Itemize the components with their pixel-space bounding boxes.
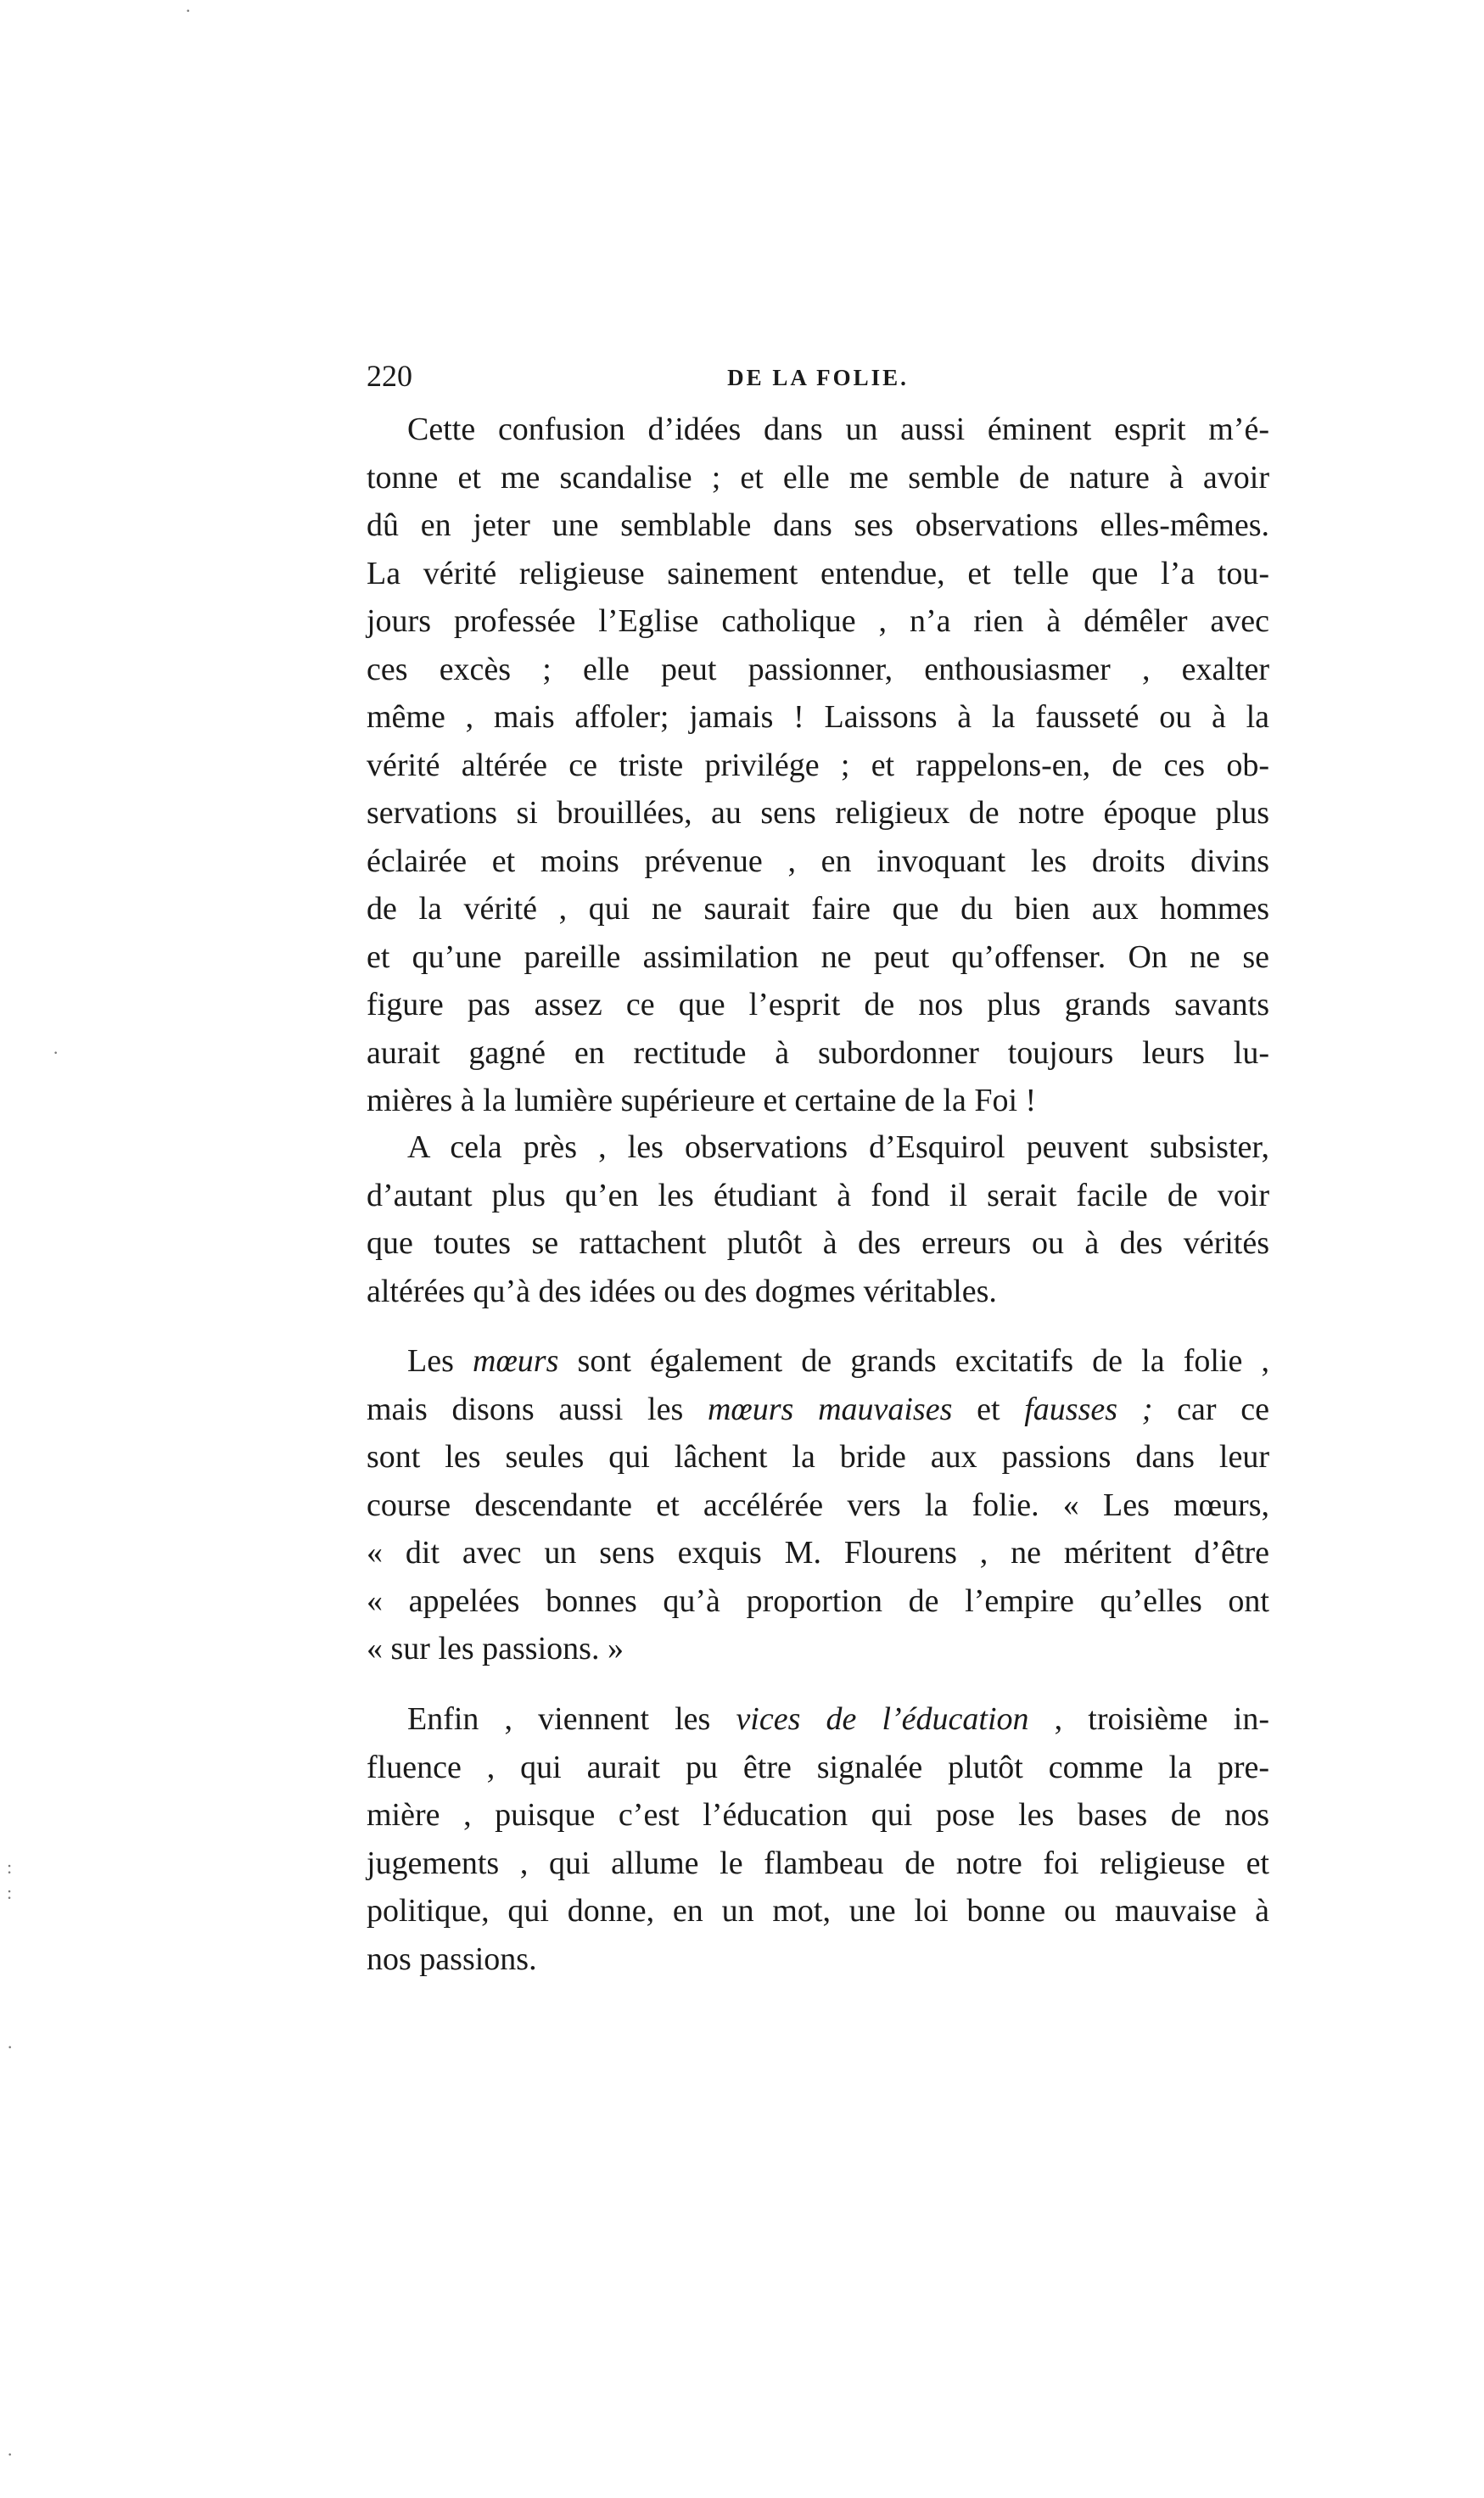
italic-term: fausses ; (1024, 1391, 1153, 1427)
text-line: course descendante et accélérée vers la folie. « Les mœurs, (367, 1487, 1269, 1523)
text-line (367, 1695, 1269, 1744)
text-line: dû en jeter une semblable dans ses observations elles-mêmes. (367, 507, 1269, 543)
text-run: Les (407, 1343, 473, 1379)
text-line (367, 1337, 1269, 1386)
scan-speck: · (7, 2444, 14, 2465)
text-run: mais disons aussi les (367, 1391, 708, 1427)
text-line: mières à la lumière supérieure et certaine de la Foi ! (367, 1083, 1037, 1118)
text-line: d’autant plus qu’en les étudiant à fond il serait facile de voir (367, 1177, 1269, 1213)
text-run: car ce (1152, 1391, 1269, 1427)
text-line: de la vérité , qui ne saurait faire que du bien aux hommes (367, 891, 1269, 927)
italic-term: vices de l’éducation (736, 1701, 1029, 1737)
text-line: servations si brouillées, au sens religieux de notre époque plus (367, 795, 1269, 831)
paragraph-4 (367, 1695, 1269, 1983)
page-number: 220 (367, 359, 412, 393)
text-line: politique, qui donne, en un mot, une loi bonne ou mauvaise à (367, 1893, 1269, 1929)
paragraph-2 (367, 1123, 1269, 1315)
paragraph-3 (367, 1337, 1269, 1673)
text-line: éclairée et moins prévenue , en invoquant les droits divins (367, 843, 1269, 879)
text-line: jugements , qui allume le flambeau de notre foi religieuse et (367, 1845, 1269, 1881)
page-header (367, 355, 1269, 402)
paragraph-1 (367, 406, 1269, 1125)
text-line: mière , puisque c’est l’éducation qui pose les bases de nos (367, 1797, 1269, 1833)
text-line: altérées qu’à des idées ou des dogmes véritables. (367, 1273, 997, 1309)
scan-speck: · (53, 1042, 59, 1063)
text-run: et (952, 1391, 1025, 1427)
text-line: nos passions. (367, 1941, 537, 1977)
text-line: que toutes se rattachent plutôt à des erreurs ou à des vérités (367, 1225, 1269, 1261)
text-line: « appelées bonnes qu’à proportion de l’empire qu’elles ont (367, 1582, 1269, 1619)
italic-term: mœurs mauvaises (707, 1391, 953, 1427)
text-line: A cela près , les observations d’Esquirol peuvent subsister, (407, 1129, 1269, 1165)
text-run: sont également de grands excitatifs de la folie , (558, 1343, 1269, 1379)
scan-speck: : (7, 1882, 13, 1903)
scan-speck: : (7, 1857, 13, 1878)
running-title: DE LA FOLIE. (727, 365, 909, 390)
text-line: Cette confusion d’idées dans un aussi éminent esprit m’é- (407, 412, 1269, 447)
text-line: même , mais affoler; jamais ! Laissons à la fausseté ou à la (367, 699, 1269, 735)
text-line: figure pas assez ce que l’esprit de nos plus grands savants (367, 987, 1269, 1022)
text-line: ces excès ; elle peut passionner, enthousiasmer , exalter (367, 651, 1269, 687)
text-run: Enfin , viennent les (407, 1701, 736, 1737)
text-line: La vérité religieuse sainement entendue, et telle que l’a tou- (367, 555, 1269, 591)
text-line: sont les seules qui lâchent la bride aux passions dans leur (367, 1439, 1269, 1475)
text-line: aurait gagné en rectitude à subordonner toujours leurs lu- (367, 1034, 1269, 1071)
text-line: et qu’une pareille assimilation ne peut qu’offenser. On ne se (367, 938, 1269, 975)
scan-speck: · (185, 0, 192, 21)
text-line: « dit avec un sens exquis M. Flourens , ne méritent d’être (367, 1535, 1269, 1571)
text-line: vérité altérée ce triste privilége ; et rappelons-en, de ces ob- (367, 747, 1269, 783)
italic-term: mœurs (473, 1343, 559, 1379)
scan-speck: · (7, 2036, 14, 2058)
text-line: fluence , qui aurait pu être signalée plutôt comme la pre- (367, 1749, 1269, 1785)
text-line: « sur les passions. » (367, 1631, 624, 1666)
text-run: , troisième in- (1028, 1701, 1270, 1737)
text-line: jours professée l’Eglise catholique , n’a rien à démêler avec (367, 603, 1269, 639)
text-line (367, 1386, 1269, 1434)
text-line: tonne et me scandalise ; et elle me semble de nature à avoir (367, 459, 1269, 496)
